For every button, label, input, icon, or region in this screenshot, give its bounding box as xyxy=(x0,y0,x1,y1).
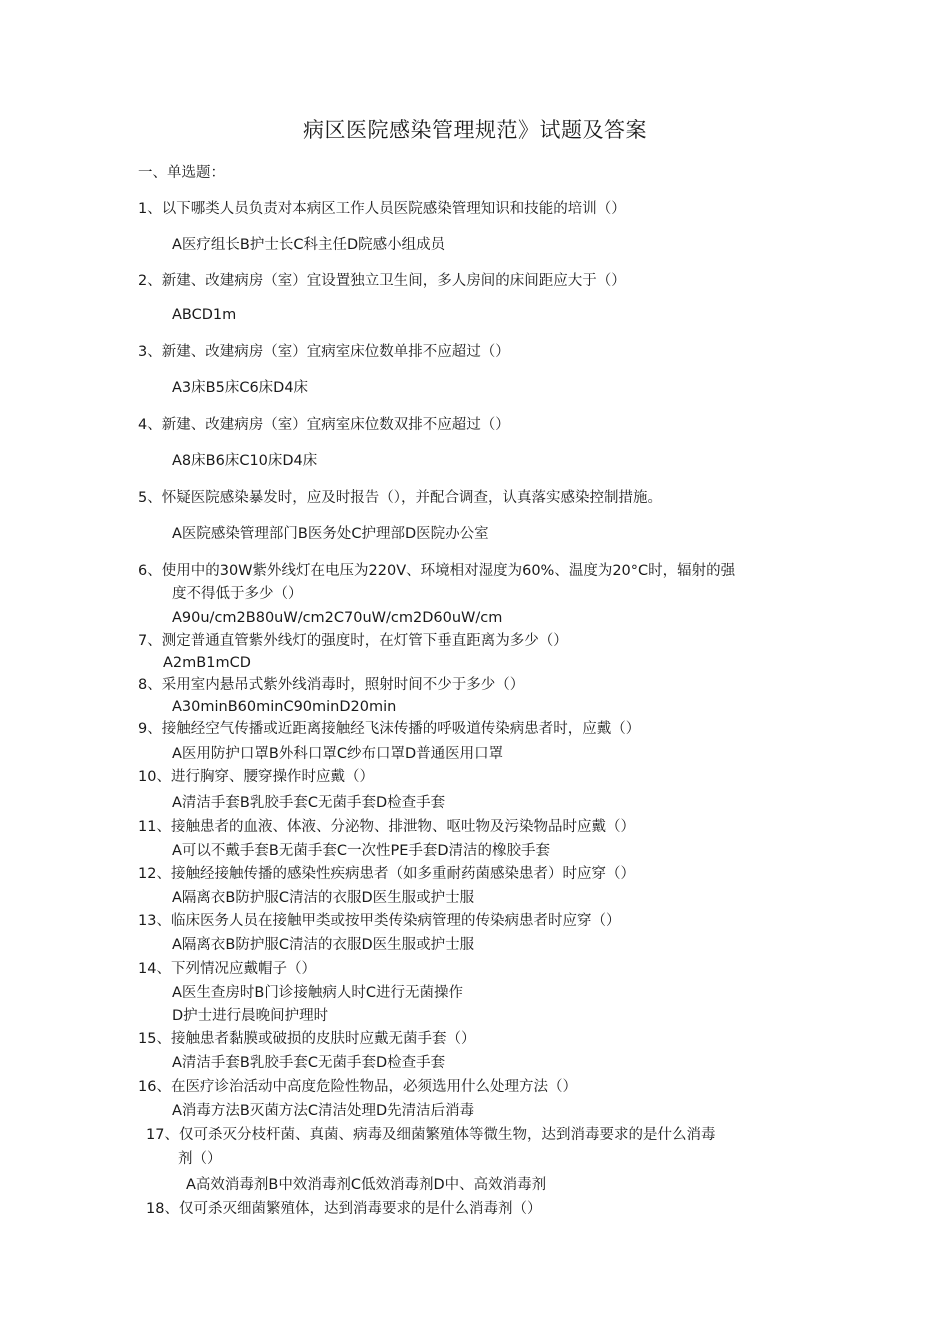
question-6-continued: 度不得低于多少（） xyxy=(172,586,303,602)
question-9: 9、接触经空气传播或近距离接触经飞沫传播的呼吸道传染病患者时，应戴（） xyxy=(138,721,641,737)
options-9: A医用防护口罩B外科口罩C纱布口罩D普通医用口罩 xyxy=(172,746,504,762)
options-7: A2mB1mCD xyxy=(163,655,251,671)
options-14-continued: D护士进行晨晚间护理时 xyxy=(172,1008,329,1024)
options-1: A医疗组长B护士长C科主任D院感小组成员 xyxy=(172,237,446,253)
question-8: 8、采用室内悬吊式紫外线消毒时，照射时间不少于多少（） xyxy=(138,677,525,693)
question-2: 2、新建、改建病房（室）宜设置独立卫生间，多人房间的床间距应大于（） xyxy=(138,273,626,289)
question-7: 7、测定普通直管紫外线灯的强度时，在灯管下垂直距离为多少（） xyxy=(138,633,568,649)
question-13: 13、临床医务人员在接触甲类或按甲类传染病管理的传染病患者时应穿（） xyxy=(138,913,621,929)
question-16: 16、在医疗诊治活动中高度危险性物品，必须选用什么处理方法（） xyxy=(138,1079,577,1095)
options-6: A90u/cm2B80uW/cm2C70uW/cm2D60uW/cm xyxy=(172,610,503,626)
options-17: A高效消毒剂B中效消毒剂C低效消毒剂D中、高效消毒剂 xyxy=(186,1177,547,1193)
options-12: A隔离衣B防护服C清洁的衣服D医生服或护士服 xyxy=(172,890,475,906)
options-10: A清洁手套B乳胶手套C无菌手套D检查手套 xyxy=(172,795,446,811)
options-3: A3床B5床C6床D4床 xyxy=(172,380,309,396)
question-4: 4、新建、改建病房（室）宜病室床位数双排不应超过（） xyxy=(138,417,510,433)
question-15: 15、接触患者黏膜或破损的皮肤时应戴无菌手套（） xyxy=(138,1031,476,1047)
question-12: 12、接触经接触传播的感染性疾病患者（如多重耐药菌感染患者）时应穿（） xyxy=(138,866,635,882)
section-heading: 一、单选题： xyxy=(138,165,225,181)
document-title: 病区医院感染管理规范》试题及答案 xyxy=(303,118,647,142)
options-11: A可以不戴手套B无菌手套C一次性PE手套D清洁的橡胶手套 xyxy=(172,843,551,859)
options-16: A消毒方法B灭菌方法C清洁处理D先清洁后消毒 xyxy=(172,1103,475,1119)
options-5: A医院感染管理部门B医务处C护理部D医院办公室 xyxy=(172,526,489,542)
question-18: 18、仅可杀灭细菌繁殖体，达到消毒要求的是什么消毒剂（） xyxy=(146,1201,542,1217)
options-4: A8床B6床C10床D4床 xyxy=(172,453,318,469)
options-8: A30minB60minC90minD20min xyxy=(172,699,397,715)
options-15: A清洁手套B乳胶手套C无菌手套D检查手套 xyxy=(172,1055,446,1071)
options-13: A隔离衣B防护服C清洁的衣服D医生服或护士服 xyxy=(172,937,475,953)
question-10: 10、进行胸穿、腰穿操作时应戴（） xyxy=(138,769,374,785)
question-1: 1、以下哪类人员负责对本病区工作人员医院感染管理知识和技能的培训（） xyxy=(138,201,626,217)
options-14: A医生查房时B门诊接触病人时C进行无菌操作 xyxy=(172,985,463,1001)
question-5: 5、怀疑医院感染暴发时，应及时报告（），并配合调查，认真落实感染控制措施。 xyxy=(138,490,662,506)
options-2: ABCD1m xyxy=(172,307,237,323)
question-17-continued: 剂（） xyxy=(178,1151,222,1167)
question-6: 6、使用中的30W紫外线灯在电压为220V、环境相对湿度为60%、温度为20°C时，辐射的强 xyxy=(138,563,736,579)
question-14: 14、下列情况应戴帽子（） xyxy=(138,961,316,977)
question-11: 11、接触患者的血液、体液、分泌物、排泄物、呕吐物及污染物品时应戴（） xyxy=(138,819,635,835)
question-17: 17、仅可杀灭分枝杆菌、真菌、病毒及细菌繁殖体等微生物，达到消毒要求的是什么消毒 xyxy=(146,1127,716,1143)
question-3: 3、新建、改建病房（室）宜病室床位数单排不应超过（） xyxy=(138,344,510,360)
